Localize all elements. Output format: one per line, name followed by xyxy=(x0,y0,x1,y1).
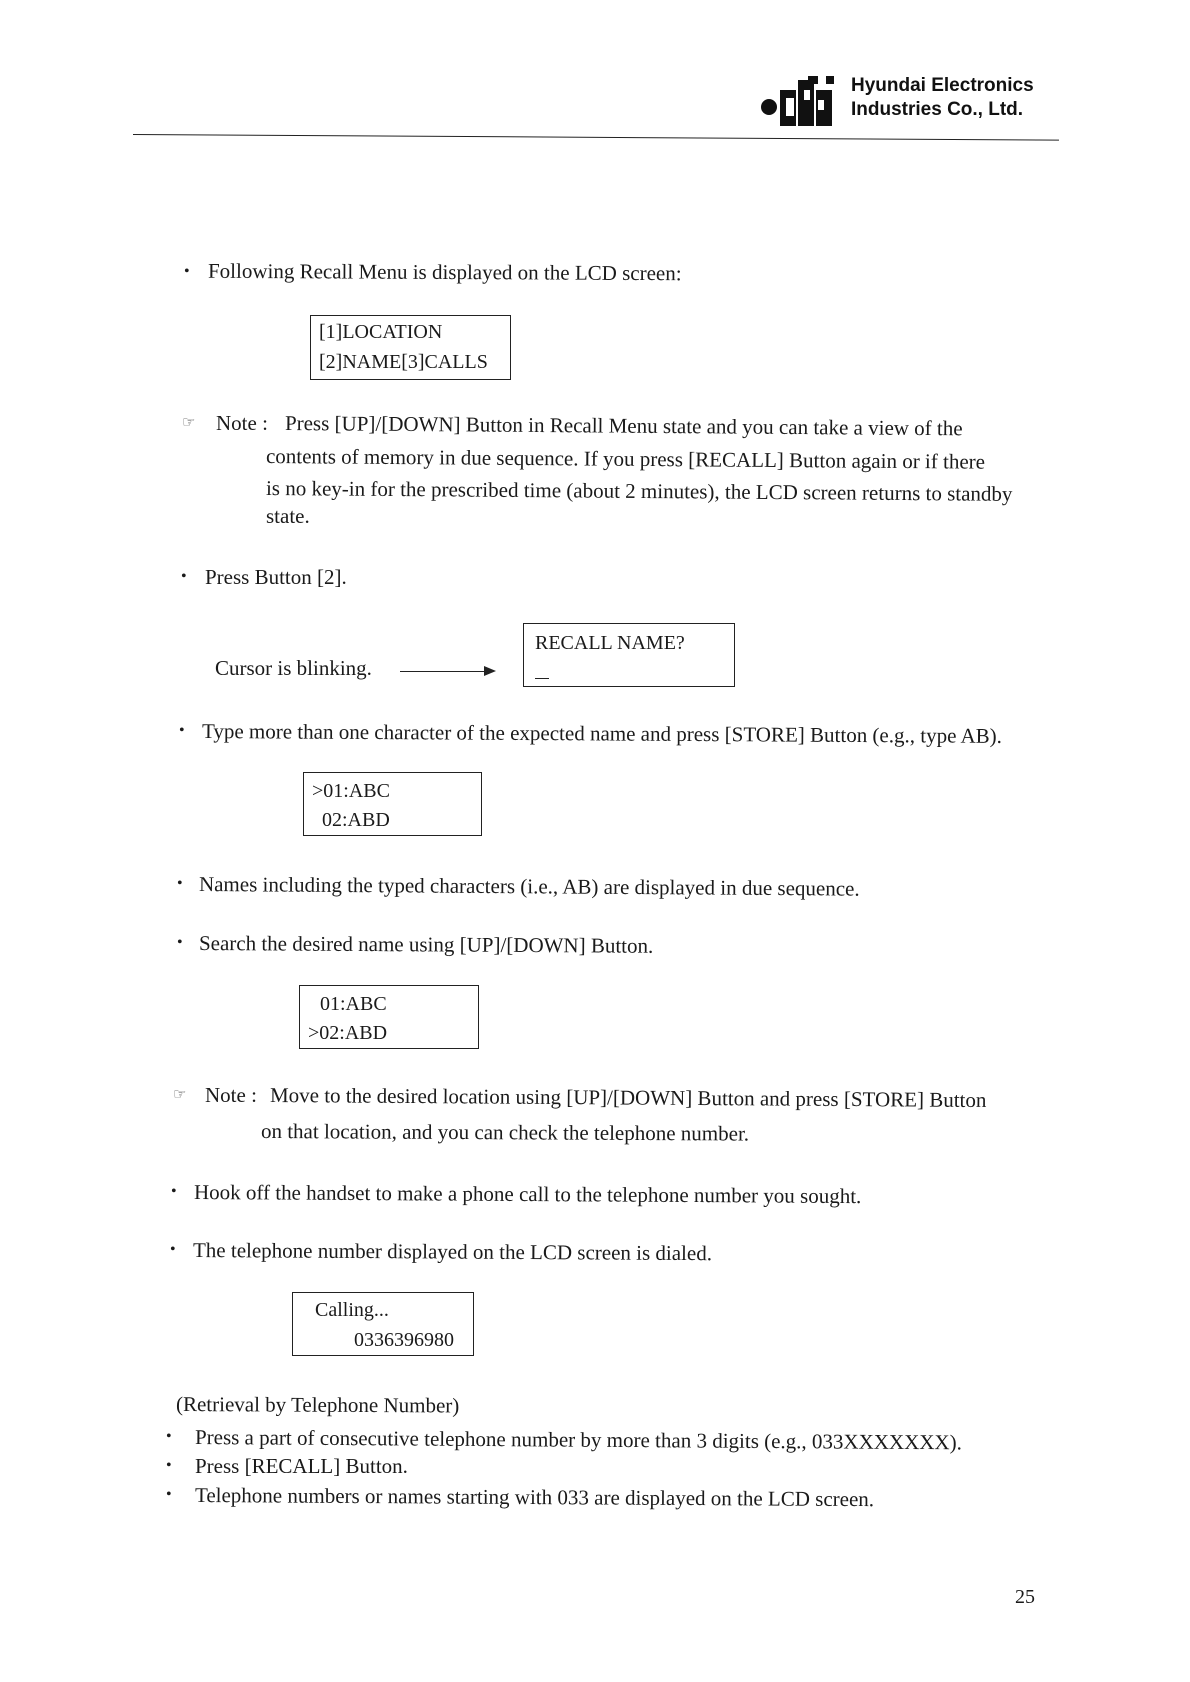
hyundai-logo xyxy=(760,76,836,130)
list-item: Telephone numbers or names starting with 033 are displayed on the LCD screen. xyxy=(194,1483,875,1512)
bullet-dot: • xyxy=(166,1486,172,1503)
arrow-line xyxy=(400,671,486,672)
header-divider xyxy=(133,134,1059,141)
bullet-dot: • xyxy=(184,263,190,280)
step-text: Names including the typed characters (i.e., AB) are displayed in due sequence. xyxy=(198,872,860,901)
note-text-line: on that location, and you can check the telephone number. xyxy=(260,1119,750,1146)
lcd-recall-name xyxy=(523,623,735,687)
lcd-line: >02:ABD xyxy=(308,1022,388,1044)
note-text-line: contents of memory in due sequence. If you press [RECALL] Button again or if there xyxy=(265,444,986,474)
pointing-hand-icon: ☞ xyxy=(182,415,196,431)
lcd-name-list xyxy=(303,772,482,836)
step-text: The telephone number displayed on the LCD screen is dialed. xyxy=(192,1238,713,1266)
lcd-line: [1]LOCATION xyxy=(319,321,443,343)
lcd-line: 02:ABD xyxy=(322,809,390,831)
lcd-line: >01:ABC xyxy=(312,780,390,802)
lcd-line: [2]NAME[3]CALLS xyxy=(319,351,488,373)
bullet-dot: • xyxy=(181,568,187,585)
bullet-dot: • xyxy=(171,1183,177,1200)
arrow-right-icon xyxy=(484,666,496,676)
bullet-dot: • xyxy=(179,722,185,739)
lcd-name-list xyxy=(299,985,479,1049)
bullet-dot: • xyxy=(166,1457,172,1474)
step-text: Search the desired name using [UP]/[DOWN] Button. xyxy=(198,931,654,958)
lcd-line: 0336396980 xyxy=(354,1329,454,1351)
note-label: Note : xyxy=(205,1083,257,1107)
intro-text: Following Recall Menu is displayed on the LCD screen: xyxy=(207,258,682,286)
company-name xyxy=(851,74,1034,122)
lcd-line: Calling... xyxy=(315,1299,389,1321)
note-text-line: state. xyxy=(266,504,310,528)
bullet-dot: • xyxy=(166,1428,172,1445)
bullet-dot: • xyxy=(177,934,183,951)
bullet-dot: • xyxy=(170,1241,176,1258)
lcd-recall-menu xyxy=(310,315,511,380)
pointing-hand-icon: ☞ xyxy=(173,1087,187,1103)
note-label: Note : xyxy=(216,411,268,435)
note-text-line: Move to the desired location using [UP]/[DOWN] Button and press [STORE] Button xyxy=(269,1083,987,1113)
step-text: Hook off the handset to make a phone call to the telephone number you sought. xyxy=(193,1180,862,1209)
note-text-line: Press [UP]/[DOWN] Button in Recall Menu state and you can take a view of the xyxy=(284,411,963,441)
lcd-line: RECALL NAME? xyxy=(535,632,685,654)
section-heading: (Retrieval by Telephone Number) xyxy=(175,1392,460,1418)
lcd-calling xyxy=(292,1292,474,1356)
bullet-dot: • xyxy=(177,875,183,892)
cursor-caption: Cursor is blinking. xyxy=(215,656,372,680)
step-text: Type more than one character of the expected name and press [STORE] Button (e.g., type AB). xyxy=(201,719,1003,748)
list-item: Press [RECALL] Button. xyxy=(195,1454,408,1478)
page-number: 25 xyxy=(1015,1586,1035,1608)
blinking-cursor xyxy=(535,678,549,679)
lcd-line: 01:ABC xyxy=(320,993,387,1015)
company-name-line1: Hyundai Electronics xyxy=(851,75,1034,96)
note-text-line: is no key-in for the prescribed time (about 2 minutes), the LCD screen returns to standby xyxy=(265,476,1013,506)
company-name-line2: Industries Co., Ltd. xyxy=(851,99,1024,120)
step-text: Press Button [2]. xyxy=(205,565,347,589)
list-item: Press a part of consecutive telephone number by more than 3 digits (e.g., 033XXXXXXX). xyxy=(194,1425,962,1455)
